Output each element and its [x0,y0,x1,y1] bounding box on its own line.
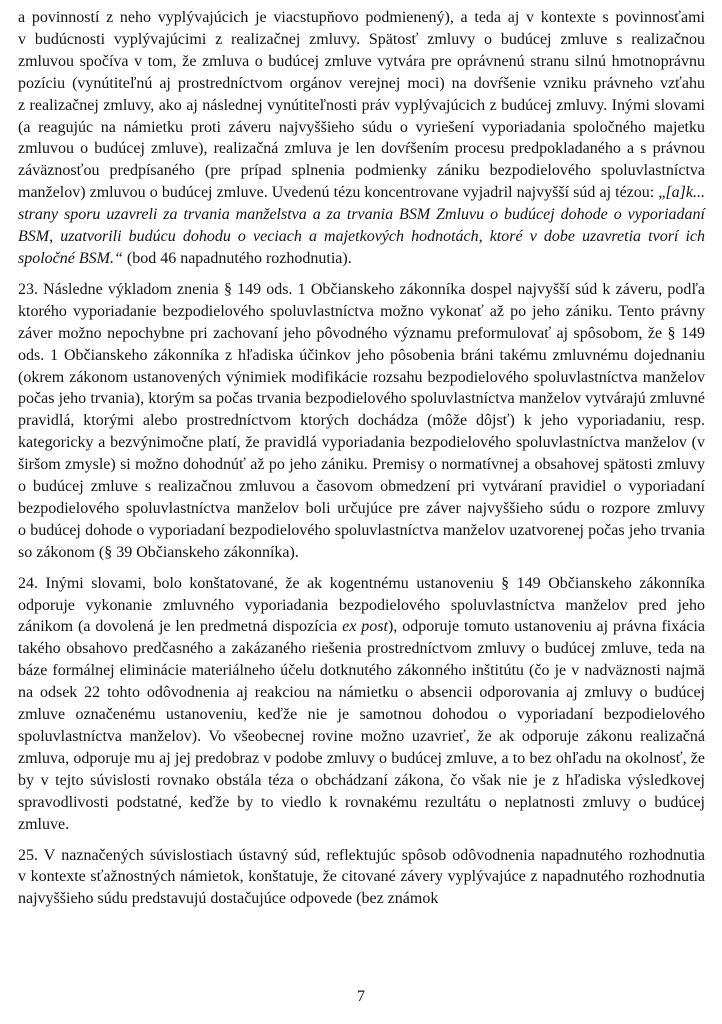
court-quote-text: [a]k... strany sporu uzavreli za trvania manželstva a za trvania BSM Zmluvu o budúcej dohode o vyporiadaní BSM, uzatvorili budúcu dohodu o veciach a majetkových hodnotách, ktoré v dobe uzavretia tvorí ich spoločné BSM.“ [18,184,705,267]
paragraph-24-text-end: ), odporuje tomuto ustanoveniu aj právna fixácia takého obsahovo predčasného a zakázaného riešenia prostredníctvom zmluvy o budúcej zmluve, teda na báze formálnej eliminácie materiálneho účelu dotknutého zákonného inštitútu (čo je v nadväznosti najmä na odsek 22 tohto odôvodnenia aj reakciou na námietku o absencii odporovania aj zmluvy o budúcej zmluve označenému ustanoveniu, keďže nie je samotnou dohodou o vyporiadaní bezpodielového spoluvlastníctva manželov). Vo všeobecnej rovine možno uzavrieť, že ak odporuje zákonu realizačná zmluva, odporuje mu aj jej predobraz v podobe zmluvy o budúcej zmluve, a to bez ohľadu na okolnosť, že by v tejto súvislosti rovnako obstála téza o obchádzaní zákona, čo však nie je z hľadiska výsledkovej spravodlivosti podstatné, keďže by to viedlo k rovnakému rezultátu o neplatnosti zmluvy o budúcej zmluve. [18,618,706,833]
paragraph-continuation-text: a povinností z neho vyplývajúcich je viacstupňovo podmienený), a teda aj v kontexte s povinnosťami v budúcnosti vyplývajúcimi z realizačnej zmluvy. Spätosť zmluvy o budúcej zmluve s realizačnou zmluvou spočíva v tom, že zmluva o budúcej zmluve vytvára pre oprávnenú stranu silnú hmotnoprávnu pozíciu (vynútiteľnú aj prostredníctvom orgánov verejnej moci) na dovŕšenie vzniku právneho vzťahu z realizačnej zmluvy, ako aj následnej vynútiteľnosti práv vyplývajúcich z budúcej zmluvy. Inými slovami (a reagujúc na námietku proti záveru najvyššieho súdu o vyriešení vyporiadania spoločného majetku zmluvou o budúcej zmluve), realizačná zmluva je len dovŕšením procesu predpokladaného a s právnou záväznosťou predpísaného (pre prípad splnenia podmienky zániku bezpodielového spoluvlastníctva manželov) zmluvou o budúcej zmluve. Uvedenú tézu koncentrovane vyjadril najvyšší súd aj tézou: „ [18,9,705,202]
page-number: 7 [357,988,365,1005]
paragraph-23: 23. Následne výkladom znenia § 149 ods. 1 Občianskeho zákonníka dospel najvyšší súd k záveru, podľa ktorého vyporiadanie bezpodielového spoluvlastníctva možno vykonať až po jeho zániku. Tento právny záver možno nepochybne pri zachovaní jeho pôvodného významu preformulovať aj spôsobom, že § 149 ods. 1 Občianskeho zákonníka z hľadiska účinkov jeho pôsobenia bráni takému zmluvnému dojednaniu (okrem zákonom ustanovených výnimiek modifikácie rozsahu bezpodielového spoluvlastníctva manželov počas jeho trvania), ktorým sa počas trvania bezpodielového spoluvlastníctva manželov vytvárajú zmluvné pravidlá, ktorými alebo prostredníctvom ktorých dochádza (môže dôjsť) k jeho vyporiadaniu, resp. kategoricky a bezvýnimočne platí, že pravidlá vyporiadania bezpodielového spoluvlastníctva manželov (v širšom zmysle) si možno dohodnúť až po jeho zániku. Premisy o normatívnej a obsahovej spätosti zmluvy o budúcej zmluve s realizačnou zmluvou a časovom obmedzení pri vytváraní pravidiel o vyporiadaní bezpodielového spoluvlastníctva manželov boli určujúce pre záver najvyššieho súdu o rozpore zmluvy o budúcej dohode o vyporiadaní bezpodielového spoluvlastníctva manželov uzatvorenej počas jeho trvania so zákonom (§ 39 Občianskeho zákonníka). [18,280,705,561]
paragraph-25: 25. V naznačených súvislostiach ústavný súd, reflektujúc spôsob odôvodnenia napadnutého rozhodnutia v kontexte sťažnostných námietok, konštatuje, že citované závery vyplývajúce z napadnutého rozhodnutia najvyššieho súdu predstavujú dostačujúce odpovede (bez známok [18,846,705,908]
paragraph-continuation [18,7,705,270]
paragraph-24-text-start: 24. Inými slovami, bolo konštatované, že ak kogentnému ustanoveniu § 149 Občianskeho zákonníka odporuje vykonanie zmluvného vyporiadania bezpodielového spoluvlastníctva manželov pred jeho zánikom (a dovolená je len predmetná dispozícia [18,574,705,636]
paragraph-continuation-citation: (bod 46 napadnutého rozhodnutia). [122,249,352,267]
paragraph-24 [18,573,705,836]
latin-term-ex-post: ex post [342,618,388,636]
